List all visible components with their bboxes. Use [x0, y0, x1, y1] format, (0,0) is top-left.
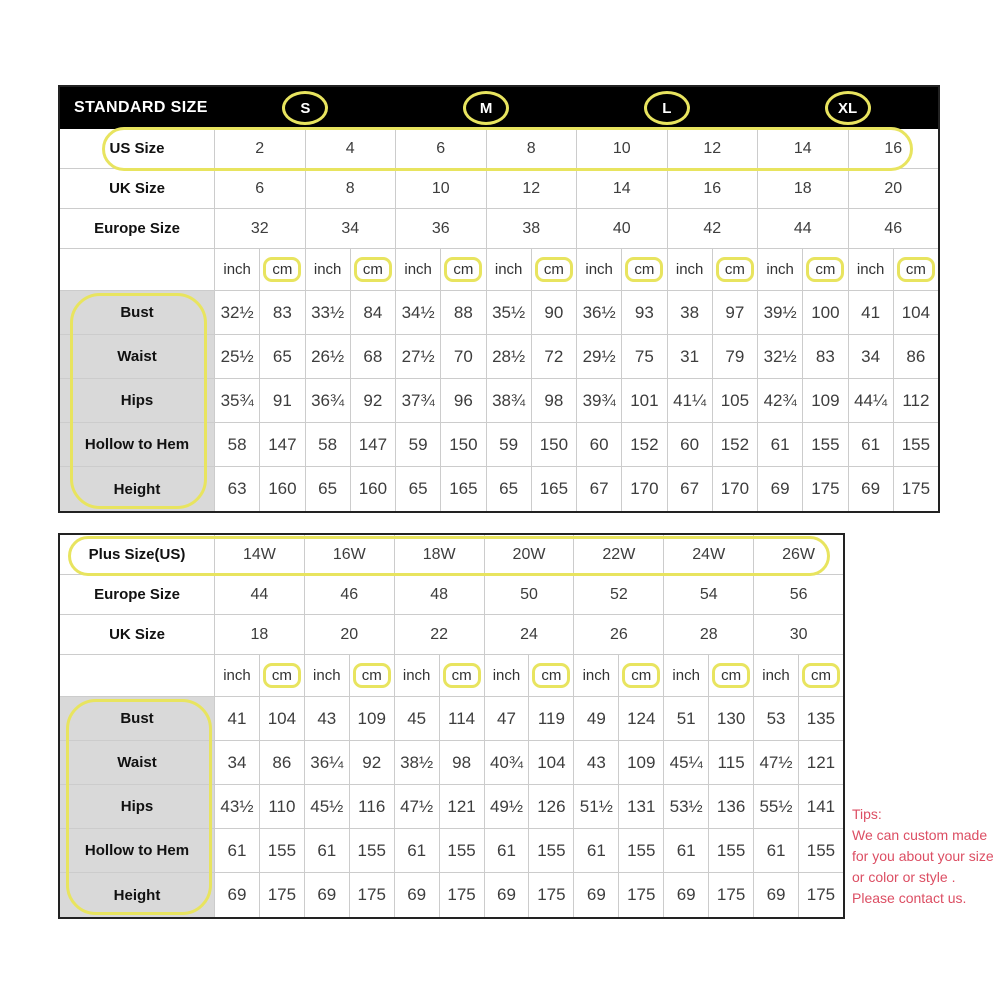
- cm-value-cell: 130: [709, 697, 754, 740]
- inch-value-cell: 69: [395, 873, 440, 917]
- inch-unit-cell: inch: [574, 655, 619, 696]
- table-row: [60, 467, 938, 511]
- size-value-cell: 24W: [664, 535, 754, 574]
- inch-unit-cell: inch: [306, 249, 351, 290]
- inch-value-cell: 67: [668, 467, 713, 511]
- size-value-cell: 26W: [782, 545, 816, 563]
- cm-value-cell: 70: [441, 335, 486, 378]
- inch-value-cell: 67: [577, 467, 622, 511]
- cm-value-cell: 104: [529, 741, 574, 784]
- size-value-cell: 46: [305, 575, 395, 614]
- measure-row-label: Height: [60, 467, 215, 511]
- inch-unit-cell: inch: [664, 655, 709, 696]
- cm-highlight-box: cm: [444, 257, 482, 282]
- size-value-cell: 10: [396, 169, 487, 208]
- inch-value-cell: 33½: [306, 291, 351, 334]
- inch-value-cell: 35¾: [215, 379, 260, 422]
- inch-value-cell: 59: [487, 423, 532, 466]
- size-group: [396, 87, 577, 129]
- cm-value-cell: 147: [260, 423, 305, 466]
- tips-title: Tips:: [852, 806, 882, 822]
- inch-value-cell: 69: [485, 873, 530, 917]
- inch-value-cell: 38½: [395, 741, 440, 784]
- inch-value-cell: 43½: [215, 785, 260, 828]
- inch-value-cell: 61: [305, 829, 350, 872]
- cm-value-cell: 155: [350, 829, 395, 872]
- cm-value-cell: 112: [902, 390, 930, 410]
- measure-row-label: Height: [60, 873, 215, 917]
- measure-row-label: Bust: [60, 291, 215, 334]
- cm-value-cell: 141: [806, 796, 836, 816]
- tips-line: or color or style .: [852, 869, 956, 885]
- size-value-cell: 10: [577, 129, 668, 168]
- measure-row-label: Hips: [60, 379, 215, 422]
- inch-value-cell: 69: [215, 873, 260, 917]
- cm-highlight-box: cm: [263, 663, 301, 688]
- size-value-cell: 42: [668, 209, 759, 248]
- table-title: STANDARD SIZE: [74, 99, 208, 116]
- cm-value-cell: 175: [260, 873, 305, 917]
- inch-value-cell: 51: [664, 697, 709, 740]
- cm-value-cell: 175: [806, 885, 836, 904]
- cm-value-cell: 96: [441, 379, 486, 422]
- plus-size-table: [58, 533, 845, 919]
- tips-line: for you about your size: [852, 848, 994, 864]
- size-value-cell: 32: [215, 209, 306, 248]
- cm-value-cell: 136: [709, 785, 754, 828]
- table-row: [60, 697, 843, 741]
- inch-value-cell: 49½: [485, 785, 530, 828]
- inch-value-cell: 60: [577, 423, 622, 466]
- inch-value-cell: 28½: [487, 335, 532, 378]
- cm-value-cell: 110: [260, 785, 305, 828]
- inch-value-cell: 26½: [306, 335, 351, 378]
- standard-size-table: [58, 85, 940, 513]
- cm-value-cell: 155: [619, 829, 664, 872]
- inch-value-cell: 44¼: [849, 379, 894, 422]
- size-value-cell: 40: [577, 209, 668, 248]
- inch-value-cell: 32½: [215, 291, 260, 334]
- inch-value-cell: 61: [395, 829, 440, 872]
- inch-value-cell: 32½: [758, 335, 803, 378]
- size-group-circle: M: [463, 91, 509, 125]
- inch-value-cell: 47: [485, 697, 530, 740]
- inch-value-cell: 69: [574, 873, 619, 917]
- cm-value-cell: 170: [713, 467, 758, 511]
- table-row: [60, 741, 843, 785]
- cm-value-cell: 160: [351, 467, 396, 511]
- inch-unit-cell: inch: [758, 249, 803, 290]
- size-value-cell: 44: [215, 575, 305, 614]
- cm-value-cell: 100: [803, 291, 848, 334]
- inch-unit-cell: inch: [215, 655, 260, 696]
- table-header-bar: [60, 87, 938, 129]
- cm-value-cell: 135: [806, 708, 836, 728]
- cm-value-cell: 121: [806, 752, 836, 772]
- inch-value-cell: 47½: [754, 741, 799, 784]
- inch-value-cell: 61: [754, 829, 799, 872]
- cm-value-cell: 115: [709, 741, 754, 784]
- inch-value-cell: 60: [668, 423, 713, 466]
- row-label: Europe Size: [60, 209, 215, 248]
- inch-value-cell: 27½: [396, 335, 441, 378]
- inch-value-cell: 58: [306, 423, 351, 466]
- inch-value-cell: 31: [668, 335, 713, 378]
- inch-value-cell: 40¾: [485, 741, 530, 784]
- inch-unit-cell: inch: [215, 249, 260, 290]
- cm-unit-cell: [799, 655, 843, 696]
- cm-unit-cell: [350, 655, 395, 696]
- measure-row-label: Waist: [60, 741, 215, 784]
- inch-value-cell: 41: [215, 697, 260, 740]
- cm-value-cell: 91: [260, 379, 305, 422]
- size-value-cell: 16W: [305, 535, 395, 574]
- size-group-circle: S: [282, 91, 328, 125]
- measure-row-label: Hollow to Hem: [60, 423, 215, 466]
- table-row: [60, 873, 843, 917]
- cm-value-cell: 114: [440, 697, 485, 740]
- inch-value-cell: 61: [849, 423, 894, 466]
- cm-value-cell: 98: [532, 379, 577, 422]
- cm-value-cell: 93: [622, 291, 667, 334]
- cm-value-cell: 116: [350, 785, 395, 828]
- size-value-cell: 2: [215, 129, 306, 168]
- inch-value-cell: 63: [215, 467, 260, 511]
- inch-value-cell: 61: [215, 829, 260, 872]
- cm-highlight-box: cm: [712, 663, 750, 688]
- measure-row-label: Bust: [60, 697, 215, 740]
- inch-unit-cell: inch: [754, 655, 799, 696]
- inch-value-cell: 65: [306, 467, 351, 511]
- cm-highlight-box: cm: [806, 257, 844, 282]
- cm-value-cell: 84: [351, 291, 396, 334]
- cm-highlight-box: cm: [263, 257, 301, 282]
- measure-row-label: Hollow to Hem: [60, 829, 215, 872]
- size-value-cell: 14: [758, 129, 849, 168]
- cm-value-cell: 65: [260, 335, 305, 378]
- table-row: [60, 535, 843, 575]
- cm-unit-cell: [532, 249, 577, 290]
- cm-value-cell: 98: [440, 741, 485, 784]
- inch-value-cell: 65: [487, 467, 532, 511]
- size-value-cell: 20: [305, 615, 395, 654]
- inch-value-cell: 53: [754, 697, 799, 740]
- cm-value-cell: 109: [350, 697, 395, 740]
- cm-value-cell: 104: [901, 302, 931, 322]
- cm-value-cell: 175: [803, 467, 848, 511]
- inch-value-cell: 38: [668, 291, 713, 334]
- size-value-cell: 6: [396, 129, 487, 168]
- cm-value-cell: 165: [532, 467, 577, 511]
- size-value-cell: 52: [574, 575, 664, 614]
- table-row: [60, 169, 938, 209]
- inch-unit-cell: inch: [395, 655, 440, 696]
- inch-value-cell: 53½: [664, 785, 709, 828]
- size-value-cell: 44: [758, 209, 849, 248]
- size-value-cell: 46: [884, 219, 903, 237]
- size-value-cell: 14: [577, 169, 668, 208]
- size-value-cell: 14W: [215, 535, 305, 574]
- cm-unit-cell: [803, 249, 848, 290]
- size-value-cell: 18W: [395, 535, 485, 574]
- measure-row-label: Hips: [60, 785, 215, 828]
- inch-value-cell: 39¾: [577, 379, 622, 422]
- inch-unit-cell: inch: [487, 249, 532, 290]
- inch-value-cell: 36½: [577, 291, 622, 334]
- cm-value-cell: 124: [619, 697, 664, 740]
- cm-unit-cell: [709, 655, 754, 696]
- cm-unit-cell: [619, 655, 664, 696]
- inch-unit-cell: inch: [577, 249, 622, 290]
- inch-value-cell: 34: [215, 741, 260, 784]
- inch-value-cell: 69: [754, 873, 799, 917]
- size-value-cell: 12: [668, 129, 759, 168]
- cm-value-cell: 75: [622, 335, 667, 378]
- inch-value-cell: 55½: [754, 785, 799, 828]
- inch-unit-cell: inch: [485, 655, 530, 696]
- cm-unit-cell: [713, 249, 758, 290]
- cm-value-cell: 105: [713, 379, 758, 422]
- size-value-cell: 18: [758, 169, 849, 208]
- size-value-cell: 22: [395, 615, 485, 654]
- cm-unit-cell: [260, 249, 305, 290]
- size-group: [757, 87, 938, 129]
- cm-highlight-box: cm: [716, 257, 754, 282]
- inch-unit-cell: inch: [849, 249, 894, 290]
- cm-value-cell: 175: [440, 873, 485, 917]
- size-value-cell: 50: [485, 575, 575, 614]
- inch-value-cell: 36¾: [306, 379, 351, 422]
- unit-row: [60, 655, 843, 697]
- cm-unit-cell: [622, 249, 667, 290]
- size-groups: [215, 87, 938, 129]
- size-value-cell: 26: [574, 615, 664, 654]
- size-value-cell: 38: [487, 209, 578, 248]
- cm-value-cell: 175: [350, 873, 395, 917]
- table-row: [60, 615, 843, 655]
- size-value-cell: 24: [485, 615, 575, 654]
- cm-unit-cell: [351, 249, 396, 290]
- cm-value-cell: 165: [441, 467, 486, 511]
- table-row: [60, 575, 843, 615]
- size-value-cell: 20W: [485, 535, 575, 574]
- inch-value-cell: 43: [305, 697, 350, 740]
- cm-unit-cell: [260, 655, 305, 696]
- inch-value-cell: 69: [664, 873, 709, 917]
- inch-value-cell: 37¾: [396, 379, 441, 422]
- cm-highlight-box: cm: [532, 663, 570, 688]
- size-value-cell: 16: [884, 139, 903, 157]
- cm-value-cell: 155: [529, 829, 574, 872]
- table-row: [60, 423, 938, 467]
- row-label: Plus Size(US): [60, 535, 215, 574]
- inch-value-cell: 34½: [396, 291, 441, 334]
- inch-value-cell: 25½: [215, 335, 260, 378]
- table-row: [60, 335, 938, 379]
- cm-value-cell: 155: [260, 829, 305, 872]
- cm-value-cell: 97: [713, 291, 758, 334]
- inch-value-cell: 34: [849, 335, 894, 378]
- cm-value-cell: 155: [901, 434, 931, 454]
- inch-value-cell: 45½: [305, 785, 350, 828]
- inch-value-cell: 59: [396, 423, 441, 466]
- cm-value-cell: 90: [532, 291, 577, 334]
- cm-value-cell: 101: [622, 379, 667, 422]
- inch-value-cell: 45: [395, 697, 440, 740]
- cm-value-cell: 155: [440, 829, 485, 872]
- size-value-cell: 6: [215, 169, 306, 208]
- table-row: [60, 379, 938, 423]
- size-value-cell: 54: [664, 575, 754, 614]
- cm-value-cell: 152: [713, 423, 758, 466]
- size-value-cell: 36: [396, 209, 487, 248]
- inch-unit-cell: inch: [396, 249, 441, 290]
- inch-value-cell: 69: [758, 467, 803, 511]
- cm-value-cell: 104: [260, 697, 305, 740]
- size-value-cell: 8: [487, 129, 578, 168]
- inch-value-cell: 61: [574, 829, 619, 872]
- cm-value-cell: 72: [532, 335, 577, 378]
- size-group: [215, 87, 396, 129]
- size-value-cell: 30: [789, 625, 808, 643]
- cm-unit-cell: [441, 249, 486, 290]
- inch-value-cell: 51½: [574, 785, 619, 828]
- cm-value-cell: 68: [351, 335, 396, 378]
- inch-value-cell: 49: [574, 697, 619, 740]
- cm-value-cell: 126: [529, 785, 574, 828]
- size-value-cell: 48: [395, 575, 485, 614]
- cm-unit-cell: [529, 655, 574, 696]
- cm-value-cell: 160: [260, 467, 305, 511]
- cm-highlight-box: cm: [443, 663, 481, 688]
- size-value-cell: 18: [215, 615, 305, 654]
- cm-highlight-box: cm: [625, 257, 663, 282]
- tips-note: [852, 804, 994, 909]
- inch-value-cell: 61: [758, 423, 803, 466]
- cm-value-cell: 155: [803, 423, 848, 466]
- inch-value-cell: 65: [396, 467, 441, 511]
- inch-unit-cell: inch: [305, 655, 350, 696]
- measure-row-label: Waist: [60, 335, 215, 378]
- inch-value-cell: 39½: [758, 291, 803, 334]
- cm-unit-cell: [440, 655, 485, 696]
- row-label: US Size: [60, 129, 215, 168]
- tips-line: Please contact us.: [852, 890, 967, 906]
- unit-row-label: [60, 249, 215, 290]
- cm-value-cell: 109: [803, 379, 848, 422]
- size-value-cell: 8: [306, 169, 397, 208]
- cm-value-cell: 86: [260, 741, 305, 784]
- cm-value-cell: 121: [440, 785, 485, 828]
- cm-value-cell: 86: [906, 346, 926, 366]
- row-label: Europe Size: [60, 575, 215, 614]
- cm-value-cell: 155: [709, 829, 754, 872]
- inch-value-cell: 41: [849, 291, 894, 334]
- row-label: UK Size: [60, 615, 215, 654]
- table-row: [60, 209, 938, 249]
- cm-highlight-box: cm: [802, 663, 840, 688]
- cm-value-cell: 92: [350, 741, 395, 784]
- tips-line: We can custom made: [852, 827, 988, 843]
- table-row: [60, 129, 938, 169]
- cm-value-cell: 88: [441, 291, 486, 334]
- cm-highlight-box: cm: [354, 257, 392, 282]
- cm-value-cell: 175: [709, 873, 754, 917]
- cm-value-cell: 83: [260, 291, 305, 334]
- size-value-cell: 20: [884, 179, 903, 197]
- inch-value-cell: 45¼: [664, 741, 709, 784]
- cm-value-cell: 170: [622, 467, 667, 511]
- cm-value-cell: 175: [529, 873, 574, 917]
- inch-value-cell: 36¼: [305, 741, 350, 784]
- cm-value-cell: 175: [619, 873, 664, 917]
- cm-value-cell: 152: [622, 423, 667, 466]
- inch-value-cell: 69: [305, 873, 350, 917]
- cm-value-cell: 83: [803, 335, 848, 378]
- row-label: UK Size: [60, 169, 215, 208]
- unit-row-label: [60, 655, 215, 696]
- inch-value-cell: 41¼: [668, 379, 713, 422]
- cm-highlight-box: cm: [353, 663, 391, 688]
- size-value-cell: 4: [306, 129, 397, 168]
- inch-unit-cell: inch: [668, 249, 713, 290]
- cm-unit-cell: [894, 249, 938, 290]
- cm-value-cell: 92: [351, 379, 396, 422]
- cm-value-cell: 147: [351, 423, 396, 466]
- table-row: [60, 829, 843, 873]
- cm-value-cell: 131: [619, 785, 664, 828]
- table-row: [60, 785, 843, 829]
- unit-row: [60, 249, 938, 291]
- inch-value-cell: 47½: [395, 785, 440, 828]
- inch-value-cell: 58: [215, 423, 260, 466]
- cm-value-cell: 150: [441, 423, 486, 466]
- size-value-cell: 12: [487, 169, 578, 208]
- size-value-cell: 56: [789, 585, 808, 603]
- cm-highlight-box: cm: [622, 663, 660, 688]
- cm-highlight-box: cm: [897, 257, 935, 282]
- size-group-circle: XL: [825, 91, 871, 125]
- cm-value-cell: 109: [619, 741, 664, 784]
- cm-value-cell: 155: [806, 840, 836, 860]
- inch-value-cell: 61: [664, 829, 709, 872]
- size-group-circle: L: [644, 91, 690, 125]
- cm-value-cell: 119: [529, 697, 574, 740]
- table-row: [60, 291, 938, 335]
- inch-value-cell: 43: [574, 741, 619, 784]
- cm-highlight-box: cm: [535, 257, 573, 282]
- inch-value-cell: 38¾: [487, 379, 532, 422]
- size-value-cell: 34: [306, 209, 397, 248]
- cm-value-cell: 79: [713, 335, 758, 378]
- cm-value-cell: 150: [532, 423, 577, 466]
- inch-value-cell: 69: [849, 467, 894, 511]
- size-value-cell: 22W: [574, 535, 664, 574]
- inch-value-cell: 42¾: [758, 379, 803, 422]
- size-value-cell: 28: [664, 615, 754, 654]
- inch-value-cell: 35½: [487, 291, 532, 334]
- inch-value-cell: 29½: [577, 335, 622, 378]
- size-value-cell: 16: [668, 169, 759, 208]
- cm-value-cell: 175: [901, 479, 931, 498]
- size-group: [577, 87, 758, 129]
- inch-value-cell: 61: [485, 829, 530, 872]
